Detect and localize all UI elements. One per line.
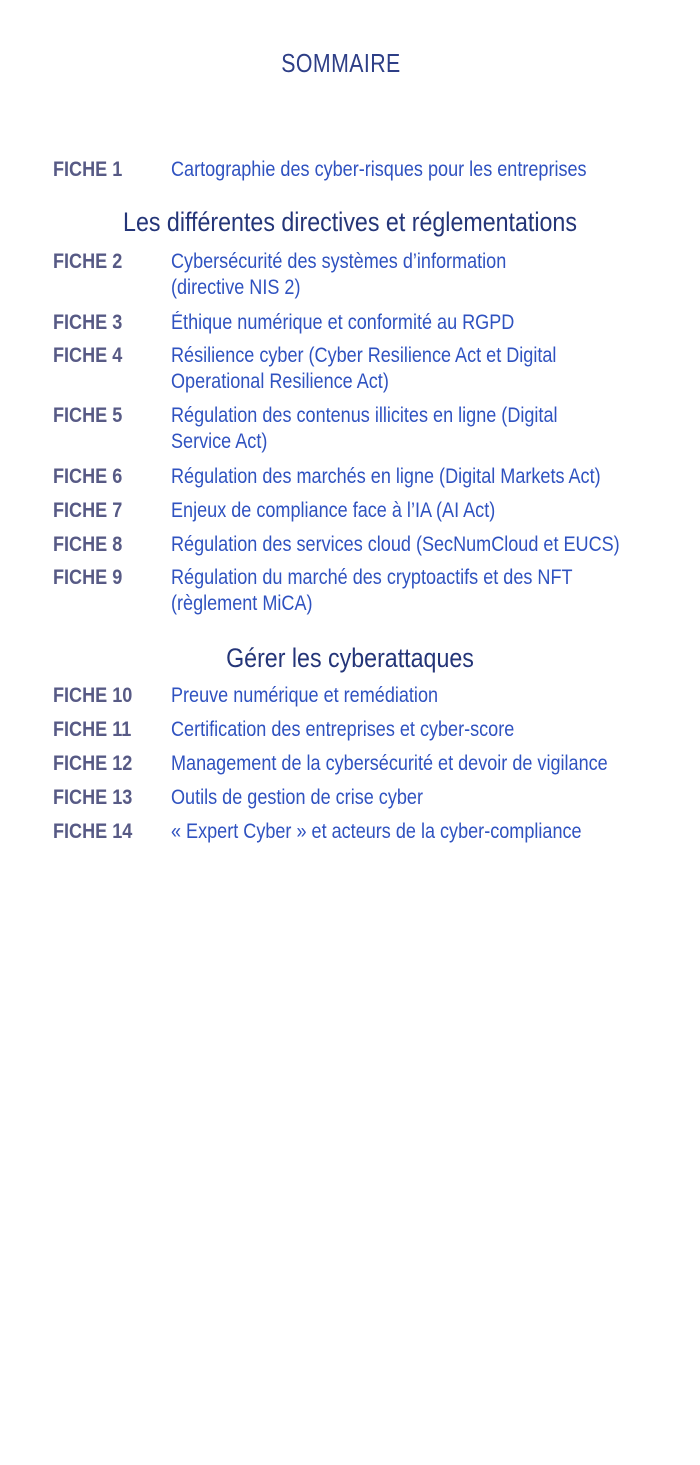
fiche-title: Preuve numérique et remédiation [171, 684, 439, 707]
fiche-title: « Expert Cyber » et acteurs de la cyber-compliance [171, 820, 582, 843]
fiche-label: FICHE 14 [53, 820, 133, 843]
fiche-title: Régulation des marchés en ligne (Digital Markets Act) [171, 465, 601, 488]
fiche-title: Certification des entreprises et cyber-score [171, 718, 515, 741]
section-heading-cyberattaques: Gérer les cyberattaques [226, 643, 474, 673]
toc-entry-fiche-11[interactable] [53, 717, 683, 743]
fiche-label: FICHE 13 [53, 786, 133, 809]
fiche-title-line: Résilience cyber (Cyber Resilience Act et Digital [171, 344, 557, 367]
fiche-label: FICHE 6 [53, 465, 123, 488]
fiche-label: FICHE 7 [53, 499, 123, 522]
toc-entry-fiche-3[interactable] [53, 310, 683, 336]
fiche-title-line: Operational Resilience Act) [171, 370, 389, 393]
toc-entry-fiche-7[interactable] [53, 498, 683, 524]
fiche-title: Enjeux de compliance face à l’IA (AI Act) [171, 499, 496, 522]
fiche-title-line: Régulation des contenus illicites en ligne (Digital [171, 404, 558, 427]
fiche-title: Management de la cybersécurité et devoir de vigilance [171, 752, 608, 775]
toc-entry-fiche-10[interactable] [53, 683, 683, 709]
fiche-title-line: Service Act) [171, 430, 268, 453]
fiche-label: FICHE 11 [53, 718, 132, 741]
fiche-title-line: Cybersécurité des systèmes d’information [171, 250, 507, 273]
toc-entry-fiche-2[interactable] [53, 249, 683, 301]
fiche-label: FICHE 12 [53, 752, 133, 775]
fiche-title-line: Régulation du marché des cryptoactifs et des NFT [171, 566, 573, 589]
fiche-label: FICHE 5 [53, 404, 123, 427]
toc-entry-fiche-13[interactable] [53, 785, 683, 811]
toc-entry-fiche-8[interactable] [53, 532, 683, 558]
toc-entry-fiche-4[interactable] [53, 343, 683, 395]
fiche-label: FICHE 3 [53, 311, 123, 334]
fiche-label: FICHE 1 [53, 158, 123, 181]
page-title: SOMMAIRE [281, 48, 401, 78]
toc-entry-fiche-12[interactable] [53, 751, 683, 777]
fiche-title: Outils de gestion de crise cyber [171, 786, 423, 809]
fiche-label: FICHE 10 [53, 684, 133, 707]
toc-entry-fiche-14[interactable] [53, 819, 683, 845]
fiche-title: Régulation des services cloud (SecNumCloud et EUCS) [171, 533, 620, 556]
fiche-label: FICHE 2 [53, 250, 123, 273]
fiche-label: FICHE 8 [53, 533, 123, 556]
toc-entry-fiche-1[interactable] [53, 157, 683, 183]
fiche-label: FICHE 4 [53, 344, 123, 367]
section-heading-directives: Les différentes directives et réglementations [123, 207, 577, 237]
fiche-label: FICHE 9 [53, 566, 123, 589]
fiche-title-line: (règlement MiCA) [171, 592, 313, 615]
fiche-title: Éthique numérique et conformité au RGPD [171, 311, 515, 334]
fiche-title: Cartographie des cyber-risques pour les entreprises [171, 158, 587, 181]
toc-entry-fiche-5[interactable] [53, 403, 683, 455]
fiche-title-line: (directive NIS 2) [171, 276, 301, 299]
toc-entry-fiche-6[interactable] [53, 464, 683, 490]
toc-entry-fiche-9[interactable] [53, 565, 683, 617]
